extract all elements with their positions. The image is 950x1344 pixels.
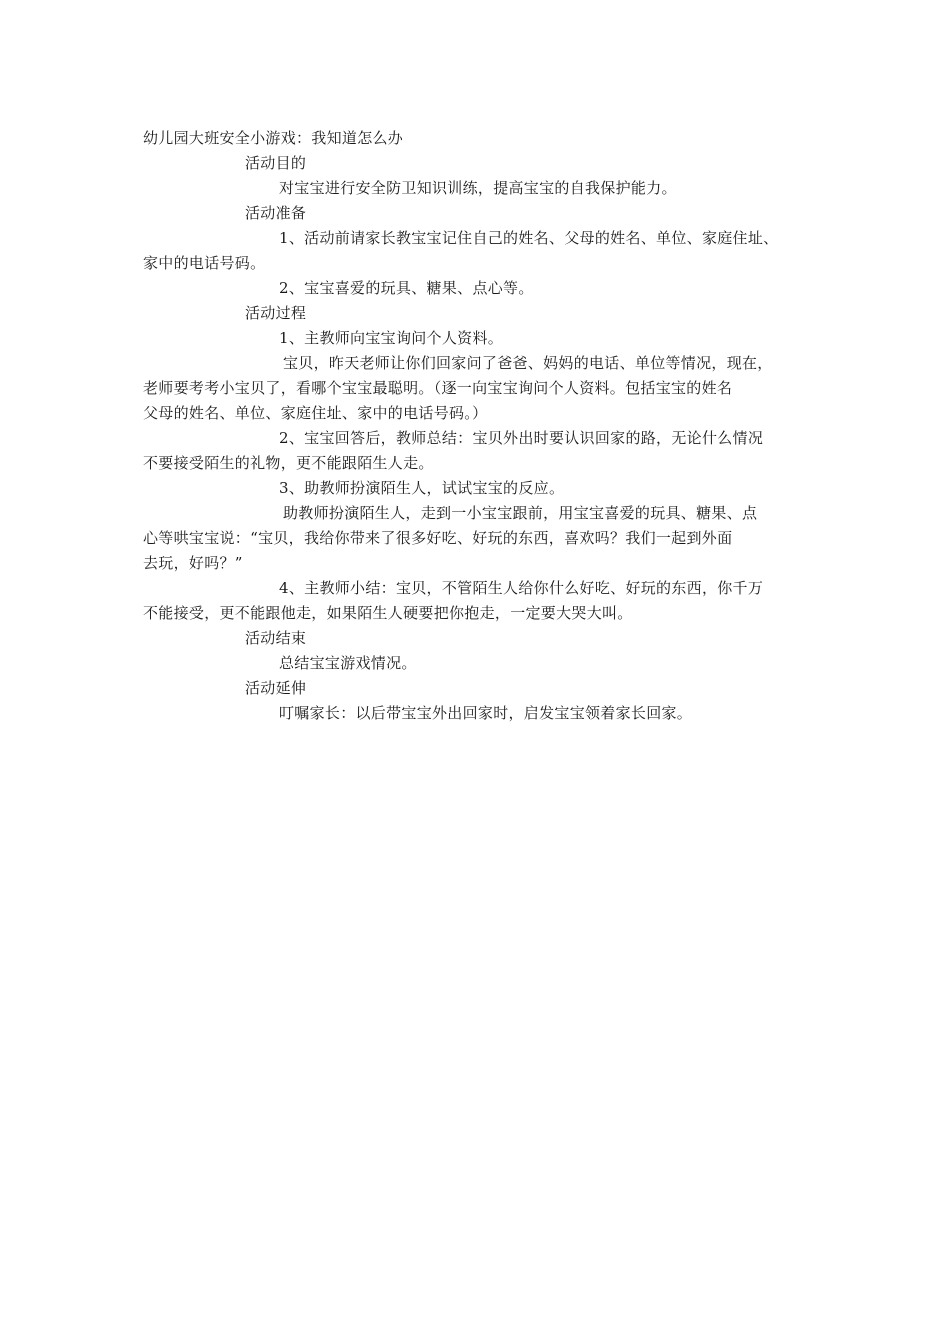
section-heading-process: 活动过程 bbox=[245, 304, 307, 322]
process-step-1: 1、主教师向宝宝询问个人资料。 bbox=[279, 329, 504, 347]
ending-text: 总结宝宝游戏情况。 bbox=[279, 654, 417, 672]
extension-text: 叮嘱家长：以后带宝宝外出回家时，启发宝宝领着家长回家。 bbox=[279, 704, 693, 722]
process-step-2-line-1: 2、宝宝回答后，教师总结：宝贝外出时要认识回家的路，无论什么情况 bbox=[279, 429, 764, 447]
process-step-3-detail-line-1: 助教师扮演陌生人，走到一小宝宝跟前，用宝宝喜爱的玩具、糖果、点 bbox=[283, 504, 758, 522]
document-title: 幼儿园大班安全小游戏：我知道怎么办 bbox=[143, 129, 404, 147]
process-step-2-line-2: 不要接受陌生的礼物，更不能跟陌生人走。 bbox=[143, 454, 434, 472]
process-step-4-line-2: 不能接受，更不能跟他走，如果陌生人硬要把你抱走，一定要大哭大叫。 bbox=[143, 604, 633, 622]
section-heading-extension: 活动延伸 bbox=[245, 679, 307, 697]
goal-text: 对宝宝进行安全防卫知识训练，提高宝宝的自我保护能力。 bbox=[279, 179, 677, 197]
section-heading-goal: 活动目的 bbox=[245, 154, 307, 172]
process-step-4-line-1: 4、主教师小结：宝贝，不管陌生人给你什么好吃、好玩的东西，你千万 bbox=[279, 579, 764, 597]
process-step-3-detail-line-2: 心等哄宝宝说：“宝贝，我给你带来了很多好吃、好玩的东西，喜欢吗？我们一起到外面 bbox=[143, 529, 733, 547]
preparation-item-1-line-2: 家中的电话号码。 bbox=[143, 254, 266, 272]
section-heading-preparation: 活动准备 bbox=[245, 204, 307, 222]
process-step-3: 3、助教师扮演陌生人，试试宝宝的反应。 bbox=[279, 479, 565, 497]
process-step-1-detail-line-2: 老师要考考小宝贝了，看哪个宝宝最聪明。（逐一向宝宝询问个人资料。包括宝宝的姓名 bbox=[143, 379, 733, 397]
preparation-item-2: 2、宝宝喜爱的玩具、糖果、点心等。 bbox=[279, 279, 534, 297]
section-heading-ending: 活动结束 bbox=[245, 629, 307, 647]
process-step-3-detail-line-3: 去玩，好吗？” bbox=[143, 554, 243, 572]
process-step-1-detail-line-1: 宝贝，昨天老师让你们回家问了爸爸、妈妈的电话、单位等情况，现在， bbox=[283, 354, 773, 372]
process-step-1-detail-line-3: 父母的姓名、单位、家庭住址、家中的电话号码。） bbox=[143, 404, 488, 422]
preparation-item-1-line-1: 1、活动前请家长教宝宝记住自己的姓名、父母的姓名、单位、家庭住址、 bbox=[279, 229, 779, 247]
